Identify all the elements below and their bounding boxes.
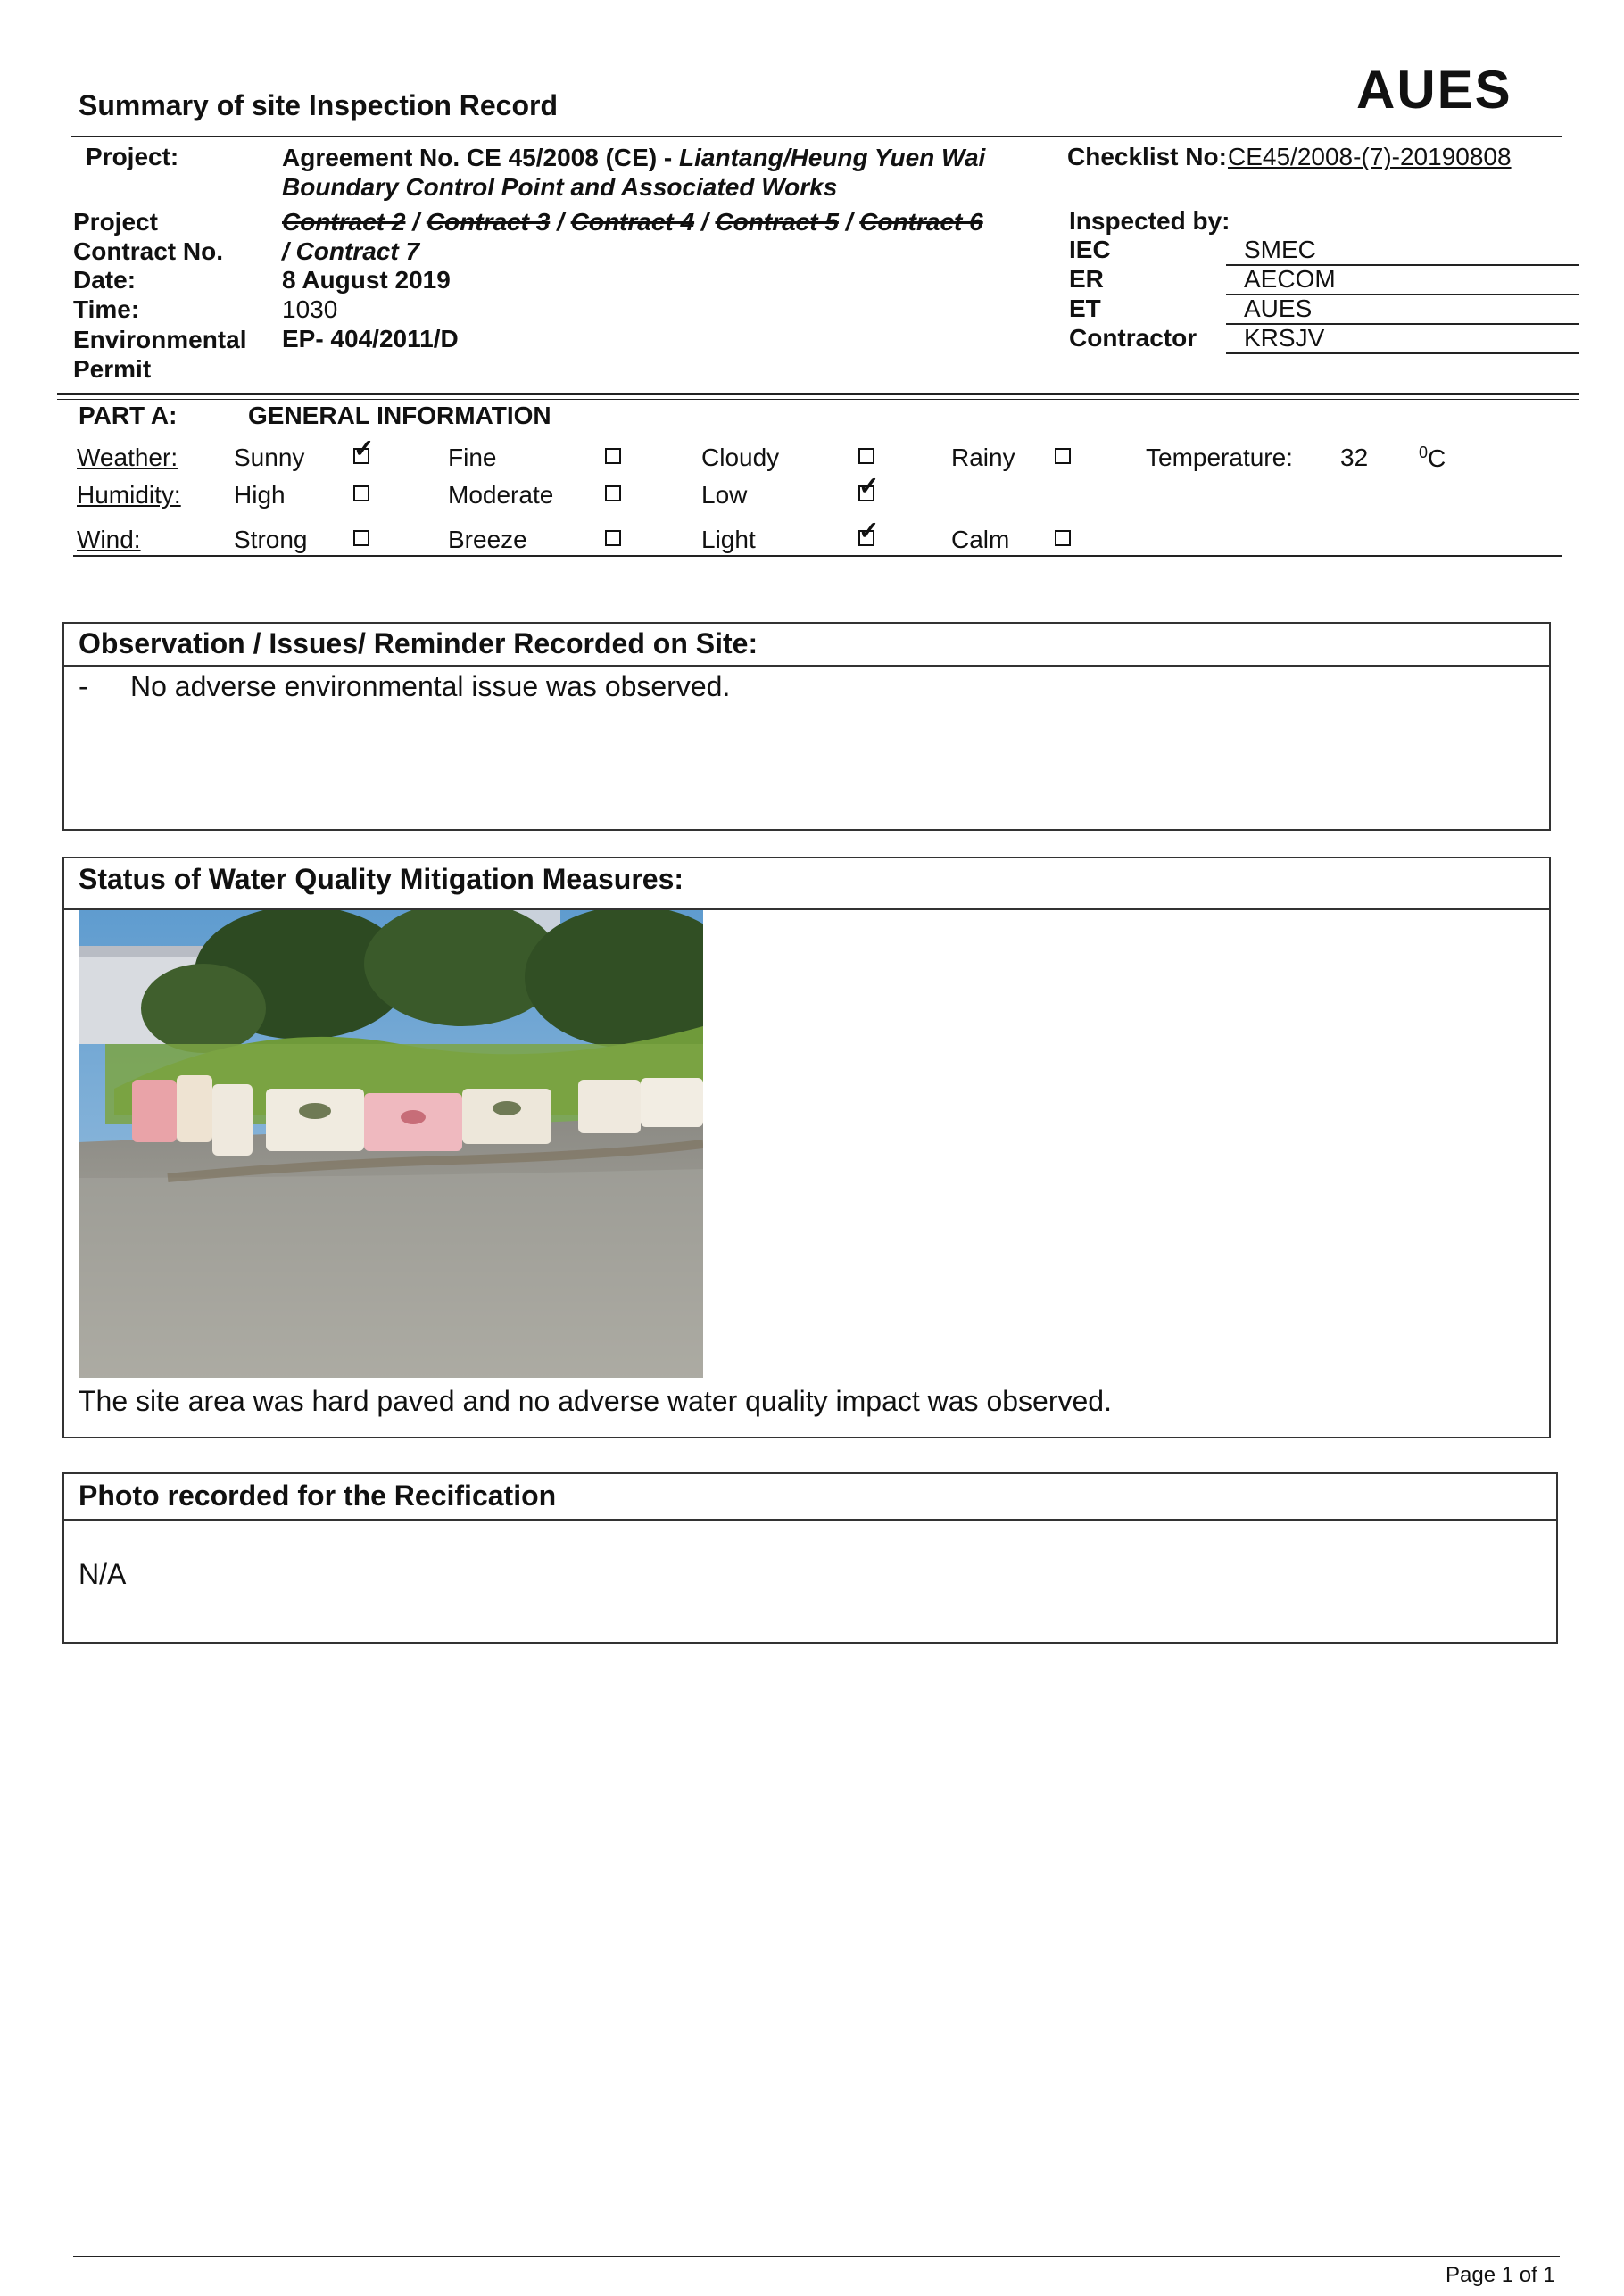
time-label: Time: <box>73 295 140 323</box>
contract-sep: / <box>845 208 853 236</box>
humidity-label: Humidity: <box>77 481 181 509</box>
weather-option-rainy: Rainy <box>951 443 1015 471</box>
humidity-option-high: High <box>234 481 286 509</box>
contract-struck-2: Contract 2 <box>282 208 406 236</box>
inspected-by-label: Inspected by: <box>1069 207 1230 235</box>
permit-label-line1: Environmental <box>73 326 247 353</box>
checklist-label: Checklist No: <box>1067 143 1227 170</box>
humidity-option-low: Low <box>701 481 748 509</box>
observation-title: Observation / Issues/ Reminder Recorded on Site: <box>79 627 758 659</box>
inspector-name-et: AUES <box>1244 294 1313 322</box>
footer-rule <box>73 2256 1560 2257</box>
contract-label-line2: Contract No. <box>73 237 223 265</box>
weather-option-cloudy: Cloudy <box>701 443 780 471</box>
weather-label: Weather: <box>77 443 178 471</box>
page-number: Page 1 of 1 <box>1446 2263 1555 2287</box>
checkbox-low[interactable]: ✓ <box>858 472 880 500</box>
wind-option-breeze: Breeze <box>448 526 527 553</box>
header-rule <box>71 136 1562 137</box>
water-quality-title: Status of Water Quality Mitigation Measures: <box>79 863 684 895</box>
inspector-role-et: ET <box>1069 294 1101 322</box>
observation-text: No adverse environmental issue was observed. <box>130 670 731 702</box>
weather-option-sunny: Sunny <box>234 443 305 471</box>
page-title: Summary of site Inspection Record <box>79 89 559 121</box>
part-a-bottom-rule <box>73 555 1562 557</box>
observation-bullet: - <box>79 670 88 702</box>
contract-sep: / <box>557 208 564 236</box>
inspector-role-contractor: Contractor <box>1069 324 1197 352</box>
contract-struck-4: Contract 4 <box>570 208 695 236</box>
observation-box <box>62 622 1551 831</box>
rectification-divider <box>64 1519 1556 1521</box>
contract-sep: / <box>700 208 708 236</box>
checkbox-light[interactable]: ✓ <box>858 517 880 544</box>
contract-struck-6: Contract 6 <box>859 208 983 236</box>
contract-struck-5: Contract 5 <box>715 208 839 236</box>
contract-sep: / <box>412 208 420 236</box>
checkbox-calm[interactable] <box>1055 530 1071 546</box>
section-rule <box>57 399 1579 400</box>
contract-struck-3: Contract 3 <box>426 208 551 236</box>
checkbox-rainy[interactable] <box>1055 448 1071 464</box>
project-label: Project: <box>86 143 179 170</box>
wind-option-strong: Strong <box>234 526 308 553</box>
temperature-unit <box>1419 443 1446 473</box>
part-a-title: GENERAL INFORMATION <box>248 402 551 429</box>
rectification-box <box>62 1472 1558 1644</box>
temperature-unit-c: C <box>1428 444 1446 472</box>
contract-active: / Contract 7 <box>282 237 420 265</box>
temperature-label: Temperature: <box>1146 443 1293 471</box>
time-value: 1030 <box>282 295 338 323</box>
site-photo <box>79 910 703 1378</box>
wind-option-light: Light <box>701 526 756 553</box>
contract-value <box>282 207 983 266</box>
humidity-option-moderate: Moderate <box>448 481 554 509</box>
wind-label: Wind: <box>77 526 141 553</box>
rectification-title: Photo recorded for the Recification <box>79 1480 557 1512</box>
date-label: Date: <box>73 266 137 294</box>
weather-option-fine: Fine <box>448 443 497 471</box>
checkbox-breeze[interactable] <box>605 530 621 546</box>
inspector-name-contractor: KRSJV <box>1244 324 1325 352</box>
checkbox-high[interactable] <box>353 485 369 501</box>
inspector-role-iec: IEC <box>1069 236 1111 263</box>
date-value: 8 August 2019 <box>282 266 451 294</box>
checkbox-fine[interactable] <box>605 448 621 464</box>
brand-logo: AUES <box>1356 60 1512 120</box>
inspector-line <box>1226 352 1579 354</box>
inspector-name-er: AECOM <box>1244 265 1336 293</box>
inspector-name-iec: SMEC <box>1244 236 1316 263</box>
inspector-role-er: ER <box>1069 265 1104 293</box>
part-a-label: PART A: <box>79 402 178 429</box>
contract-label <box>73 207 223 266</box>
project-value <box>282 143 996 202</box>
temperature-value: 32 <box>1340 443 1369 471</box>
checkbox-sunny[interactable]: ✓ <box>353 435 375 462</box>
water-quality-caption: The site area was hard paved and no adverse water quality impact was observed. <box>79 1385 1112 1417</box>
water-quality-box <box>62 857 1551 1438</box>
checkbox-moderate[interactable] <box>605 485 621 501</box>
permit-label <box>73 325 246 384</box>
contract-label-line1: Project <box>73 208 158 236</box>
permit-label-line2: Permit <box>73 355 152 383</box>
project-name-line2: Boundary Control Point and Associated Works <box>282 173 838 201</box>
checklist-value: CE45/2008-(7)-20190808 <box>1228 143 1512 170</box>
checkbox-strong[interactable] <box>353 530 369 546</box>
checkbox-cloudy[interactable] <box>858 448 874 464</box>
permit-value: EP- 404/2011/D <box>282 325 459 352</box>
rectification-text: N/A <box>79 1558 127 1590</box>
temperature-unit-sup: 0 <box>1419 443 1429 461</box>
wind-option-calm: Calm <box>951 526 1010 553</box>
project-name-line1: Liantang/Heung Yuen Wai <box>679 144 986 171</box>
project-agreement: Agreement No. CE 45/2008 (CE) - <box>282 144 680 171</box>
section-rule <box>57 393 1579 395</box>
